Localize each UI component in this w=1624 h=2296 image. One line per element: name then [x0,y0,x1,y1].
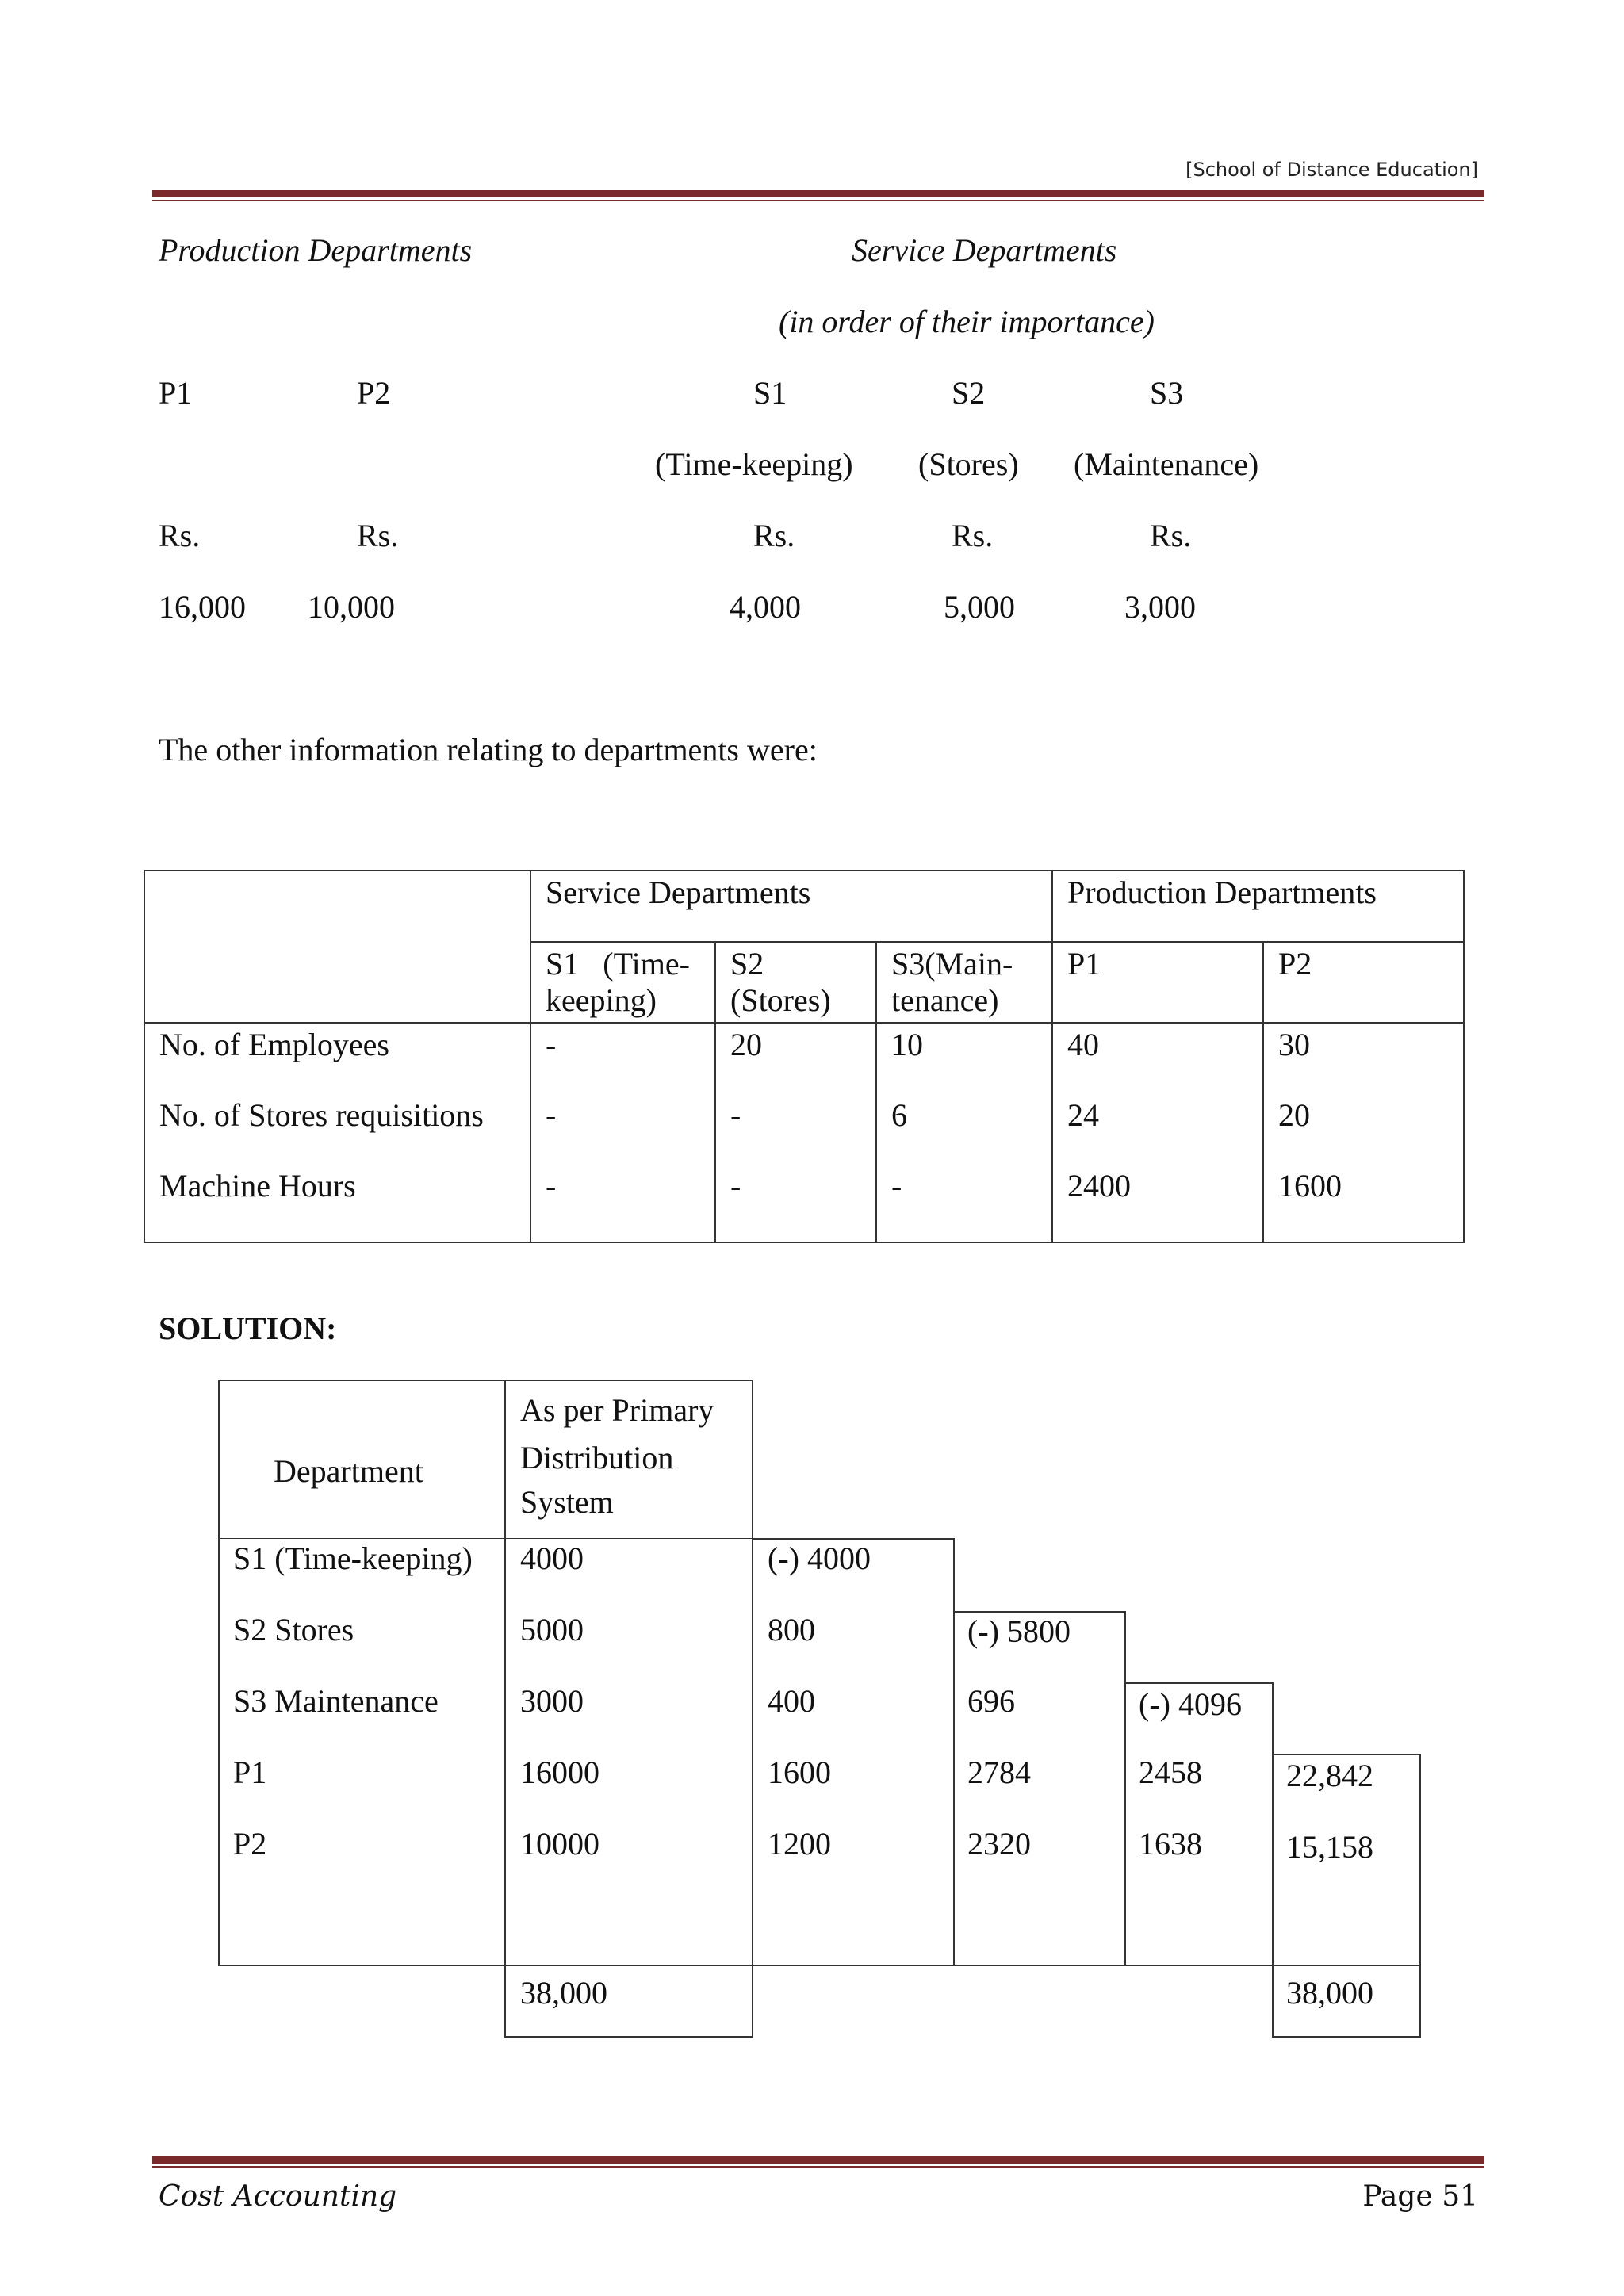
department-info-table [144,870,1465,1243]
step2-s2: (-) 5800 [967,1613,1071,1649]
table1-header-p2: P2 [1263,942,1464,1023]
dept-s1: S1 (Time-keeping) [233,1540,473,1576]
step3-s3: (-) 4096 [1139,1686,1242,1722]
final-p2: 15,158 [1286,1829,1373,1865]
table-cell: 20 [730,1027,762,1062]
final-total: 38,000 [1286,1975,1373,2011]
row-label-requisitions: No. of Stores requisitions [159,1097,484,1133]
table1-col-s3 [876,1023,1052,1242]
dept-p1: P1 [233,1755,267,1790]
currency-p2: Rs. [357,518,399,553]
table-cell: 1600 [1278,1168,1342,1203]
footer-rule [152,2156,1484,2164]
table-cell: - [730,1097,741,1133]
table1-col-p1 [1052,1023,1263,1242]
step3-p2: 1638 [1139,1826,1202,1862]
footer-subject: Cost Accounting [159,2180,397,2213]
step2-p2: 2320 [967,1826,1031,1862]
table-cell: 20 [1278,1097,1310,1133]
table1-header-s1: S1 (Time- keeping) [530,942,715,1023]
step1-s3: 400 [768,1683,815,1719]
amount-s3: 3,000 [1124,589,1196,625]
currency-s2: Rs. [952,518,994,553]
primary-s1: 4000 [520,1540,584,1576]
footer-rule-thin [152,2166,1484,2168]
table1-group-production: Production Departments [1052,871,1464,942]
amount-p1: 16,000 [159,589,246,625]
amount-s2: 5,000 [944,589,1015,625]
dept-s3: S3 Maintenance [233,1683,439,1719]
service-heading: Service Departments [852,232,1117,268]
table1-col-p2 [1263,1023,1464,1242]
primary-p2: 10000 [520,1826,599,1862]
amount-s1: 4,000 [730,589,801,625]
table-cell: - [546,1027,557,1062]
step2-s3: 696 [967,1683,1015,1719]
row-label-employees: No. of Employees [159,1027,389,1062]
name-s3: (Maintenance) [1074,446,1259,482]
step2-p1: 2784 [967,1755,1031,1790]
solution-step1-box [752,1538,955,1966]
primary-s3: 3000 [520,1683,584,1719]
step1-p1: 1600 [768,1755,831,1790]
name-s1: (Time-keeping) [655,446,853,482]
other-info-text: The other information relating to departments were: [159,732,818,767]
dept-p2: P2 [233,1826,267,1862]
header-rule [152,190,1484,197]
step1-s1: (-) 4000 [768,1540,871,1576]
table-cell: 40 [1067,1027,1099,1062]
table1-header-s2: S2 (Stores) [715,942,876,1023]
table1-col-s2 [715,1023,876,1242]
step3-p1: 2458 [1139,1755,1202,1790]
currency-s3: Rs. [1150,518,1192,553]
service-subheading: (in order of their importance) [779,304,1155,339]
code-s3: S3 [1150,375,1184,411]
solution-step3-box [1124,1682,1274,1966]
primary-total: 38,000 [520,1975,607,2011]
table-cell: 2400 [1067,1168,1131,1203]
currency-p1: Rs. [159,518,201,553]
table-cell: 10 [891,1027,923,1062]
footer-page-number: Page 51 [1362,2180,1478,2213]
solution-primary-header-2: Distribution [520,1440,674,1475]
table-cell: 6 [891,1097,907,1133]
solution-title: SOLUTION: [159,1311,337,1346]
amount-p2: 10,000 [308,589,395,625]
header-rule-thin [152,200,1484,201]
table-cell: - [546,1097,557,1133]
code-s2: S2 [952,375,986,411]
solution-primary-header-3: System [520,1484,614,1520]
table-cell: 24 [1067,1097,1099,1133]
table1-group-service: Service Departments [530,871,1052,942]
primary-p1: 16000 [520,1755,599,1790]
code-p2: P2 [357,375,391,411]
code-s1: S1 [753,375,787,411]
table-cell: - [730,1168,741,1203]
table1-header-p1: P1 [1052,942,1263,1023]
dept-s2: S2 Stores [233,1612,354,1647]
row-label-machine-hours: Machine Hours [159,1168,356,1203]
table-cell: - [891,1168,902,1203]
step1-s2: 800 [768,1612,815,1647]
header-school: [School of Distance Education] [1185,159,1478,181]
code-p1: P1 [159,375,193,411]
table-cell: 30 [1278,1027,1310,1062]
table-cell: - [546,1168,557,1203]
primary-s2: 5000 [520,1612,584,1647]
table1-col-s1 [530,1023,715,1242]
name-s2: (Stores) [918,446,1019,482]
table1-corner [144,871,530,1023]
solution-dept-header: Department [274,1453,423,1489]
currency-s1: Rs. [753,518,795,553]
production-heading: Production Departments [159,232,473,268]
step1-p2: 1200 [768,1826,831,1862]
solution-primary-header-1: As per Primary [520,1392,714,1428]
table1-header-s3: S3(Main- tenance) [876,942,1052,1023]
table1-row-labels [144,1023,530,1242]
final-p1: 22,842 [1286,1758,1373,1793]
